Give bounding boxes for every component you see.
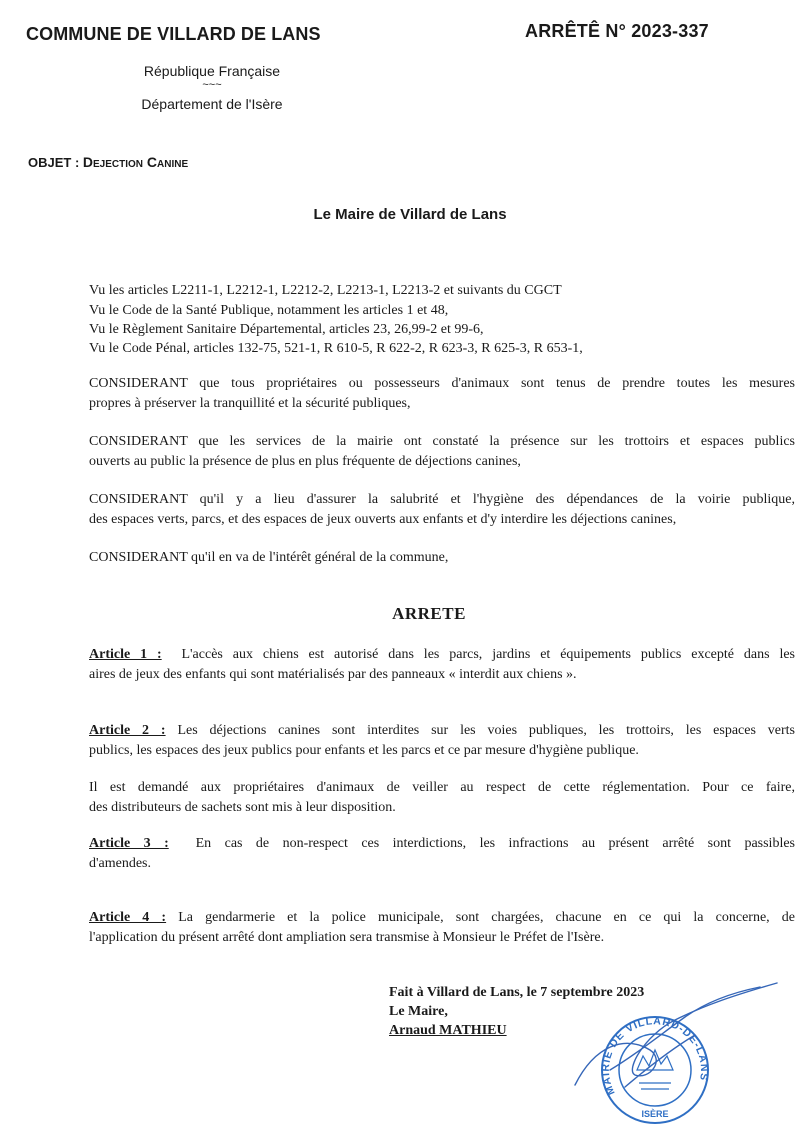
article-text: d'amendes. [89,856,152,871]
considerant-3 [89,490,795,530]
article-text: Il est demandé aux propriétaires d'animaux de veiller au respect de cette réglementation. Pour ce faire, [89,780,795,795]
article-text: Les déjections canines sont interdites sur les voies publiques, les trottoirs, les espaces verts [177,723,796,738]
header-separator: ~~~ [202,79,222,91]
considerant-1 [89,374,795,414]
article-label: Article 1 : [89,647,162,662]
signature-place-date: Fait à Villard de Lans, le 7 septembre 2023 [389,985,645,1000]
article-2 [89,721,795,761]
considerant-2 [89,432,795,472]
vu-line: Vu le Règlement Sanitaire Départemental, articles 23, 26,99-2 et 99-6, [89,322,484,337]
vu-line: Vu les articles L2211-1, L2212-1, L2212-2, L2213-1, L2213-2 et suivants du CGCT [89,283,562,298]
article-label: Article 2 : [89,723,166,738]
article-text: aires de jeux des enfants qui sont matérialisés par des panneaux « interdit aux chiens ». [89,667,577,682]
article-text: L'accès aux chiens est autorisé dans les parcs, jardins et équipements publics excepté dans les [181,647,795,662]
article-text: publics, les espaces des jeux publics pour enfants et les parcs et ce par mesure d'hygiène publique. [89,743,639,758]
article-1 [89,645,795,685]
article-label: Article 4 : [89,910,167,925]
article-text: La gendarmerie et la police municipale, sont chargées, chacune en ce qui la concerne, de [178,910,795,925]
signature-name: Arnaud MATHIEU [389,1023,507,1038]
vu-line: Vu le Code Pénal, articles 132-75, 521-1, R 610-5, R 622-2, R 623-3, R 625-3, R 653-1, [89,341,583,356]
considerant-line: CONSIDERANT qu'il en va de l'intérêt général de la commune, [89,550,449,565]
article-label: Article 3 : [89,836,169,851]
article-4 [89,908,795,948]
considerant-line: propres à préserver la tranquillité et la sécurité publiques, [89,396,411,411]
considerant-line: CONSIDERANT que tous propriétaires ou possesseurs d'animaux sont tenus de prendre toutes les mesures [89,376,795,391]
arrete-heading: ARRETE [392,604,466,623]
stamp-ring-text: MAIRIE DE VILLARD-DE-LANS [599,1015,711,1097]
objet-label: OBJET : [28,155,83,170]
considerant-line: des espaces verts, parcs, et des espaces de jeux ouverts aux enfants et d'y interdire les déjections canines, [89,512,677,527]
stamp-bottom-text: ISÈRE [641,1109,669,1119]
considerant-line: ouverts au public la présence de plus en plus fréquente de déjections canines, [89,454,521,469]
objet-value: Dejection Canine [82,154,189,170]
considerant-4 [89,548,795,568]
republique-line: République Française [143,63,281,79]
article-text: En cas de non-respect ces interdictions, les infractions au présent arrêté sont passibles [195,836,796,851]
arrete-number: ARRÊTÊ N° 2023-337 [525,21,709,41]
article-text: des distributeurs de sachets sont mis à leur disposition. [89,800,396,815]
vu-line: Vu le Code de la Santé Publique, notamment les articles 1 et 48, [89,303,449,318]
considerant-line: CONSIDERANT qu'il y a lieu d'assurer la salubrité et l'hygiène des dépendances de la voirie publique, [89,492,795,507]
article-3 [89,834,795,874]
official-stamp [555,975,785,1135]
article-text: l'application du présent arrêté dont ampliation sera transmise à Monsieur le Préfet de l'Isère. [89,930,605,945]
considerant-line: CONSIDERANT que les services de la mairie ont constaté la présence sur les trottoirs et espaces publics [89,434,795,449]
signature-role: Le Maire, [389,1004,448,1019]
commune-title: COMMUNE DE VILLARD DE LANS [26,24,321,44]
maire-title: Le Maire de Villard de Lans [313,206,507,223]
departement-line: Département de l'Isère [141,96,283,112]
article-2-extra [89,778,795,818]
objet-line [28,154,188,170]
